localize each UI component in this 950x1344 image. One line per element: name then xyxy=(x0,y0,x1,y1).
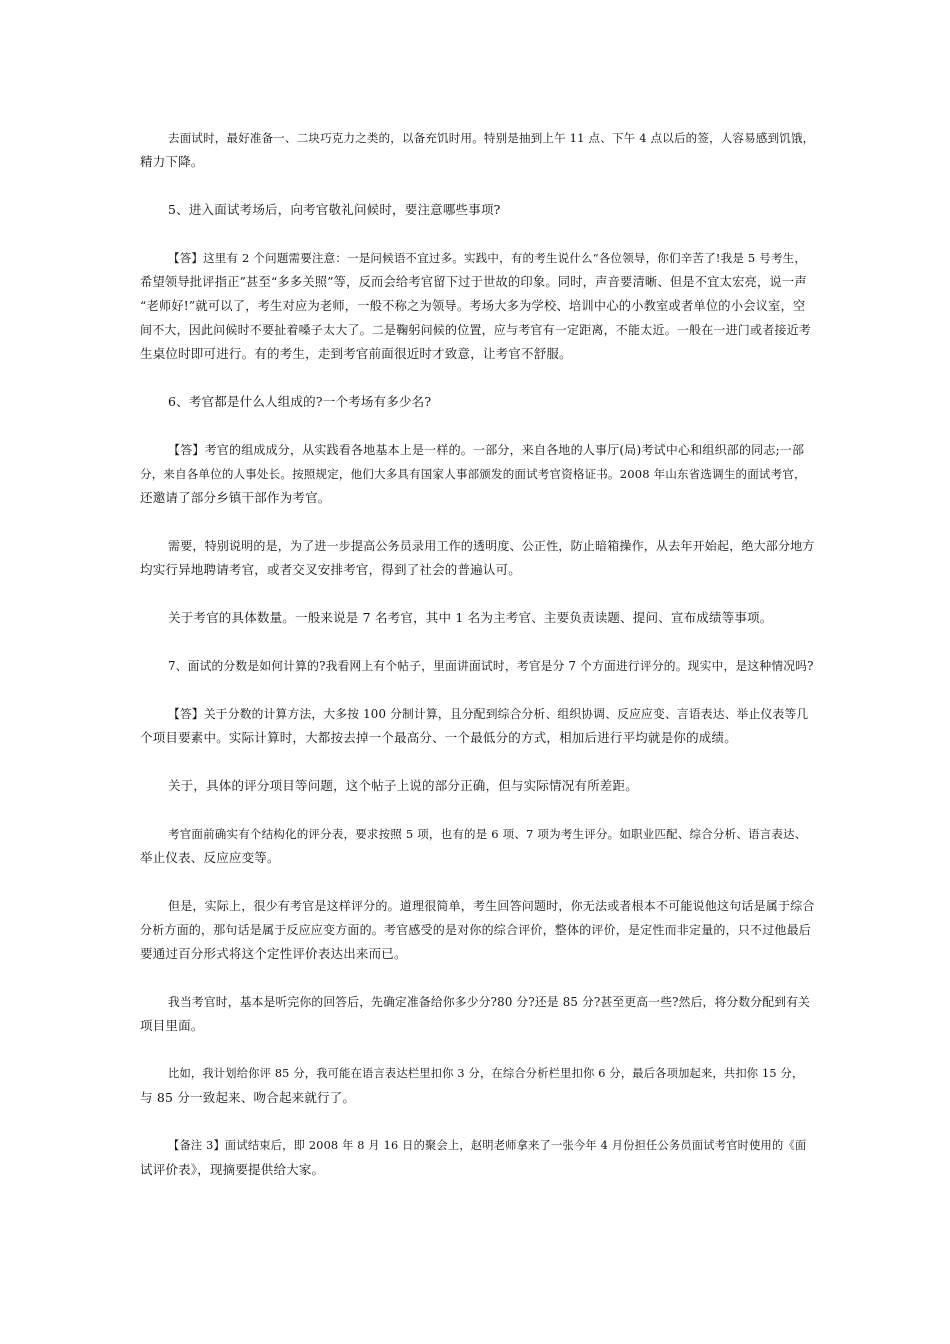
text-line: 关于考官的具体数量。一般来说是 7 名考官，其中 1 名为主考官、主要负责读题、提问、宣布成绩等事项。 xyxy=(168,610,773,625)
text-line: 【答】考官的组成成分，从实践看各地基本上是一样的。一部分，来自各地的人事厅(局)考试中心和组织部的同志;一部 xyxy=(168,443,805,457)
text-line: 我当考官时，基本是听完你的回答后，先确定准备给你多少分?80 分?还是 85 分?甚至更高一些?然后，将分数分配到有关 xyxy=(168,995,811,1009)
text-line: 个项目要素中。实际计算时，大都按去掉一个最高分、一个最低分的方式，相加后进行平均就是你的成绩。 xyxy=(140,730,737,745)
answer-7-paragraph-4 xyxy=(140,894,815,966)
paragraph-snack-tip xyxy=(140,126,815,174)
text-line: 生桌位时即可进行。有的考生，走到考官前面很近时才致意，让考官不舒服。 xyxy=(140,346,572,361)
text-line: 分，来自各单位的人事处长。按照规定，他们大多具有国家人事部颁发的面试考官资格证书。2008 年山东省选调生的面试考官， xyxy=(140,467,806,481)
answer-5 xyxy=(140,246,815,366)
text-line: 间不大，因此问候时不要扯着嗓子太大了。二是鞠躬问候的位置，应与考官有一定距离，不能太近。一般在一进门或者接近考 xyxy=(140,323,812,337)
answer-6-note xyxy=(140,534,815,582)
answer-6-count xyxy=(140,606,815,630)
text-line: 分析方面的，那句话是属于反应应变方面的。考官感受的是对你的综合评价，整体的评价，是定性而非定量的，只不过他最后 xyxy=(140,923,812,937)
question-7 xyxy=(140,654,815,678)
text-line: 【答】关于分数的计算方法，大多按 100 分制计算，且分配到综合分析、组织协调、反应应变、言语表达、举止仪表等几 xyxy=(168,707,809,721)
text-line: 考官面前确实有个结构化的评分表，要求按照 5 项，也有的是 6 项、7 项为考生评分。如职业匹配、综合分析、语言表达、 xyxy=(168,827,807,841)
question-6 xyxy=(140,390,815,414)
text-line: 7、面试的分数是如何计算的?我看网上有个帖子，里面讲面试时，考官是分 7 个方面进行评分的。现实中，是这种情况吗? xyxy=(168,659,814,673)
text-line: 项目里面。 xyxy=(140,1018,204,1033)
text-line: 【答】这里有 2 个问题需要注意：一是问候语不宜过多。实践中，有的考生说什么“各位领导，你们辛苦了!我是 5 号考生， xyxy=(168,251,807,265)
text-line: 要通过百分形式将这个定性评价表达出来而已。 xyxy=(140,946,407,961)
text-line: 精力下降。 xyxy=(140,154,204,169)
answer-6 xyxy=(140,438,815,510)
question-5 xyxy=(140,198,815,222)
remark-3 xyxy=(140,1134,815,1182)
text-line: 去面试时，最好准备一、二块巧克力之类的，以备充饥时用。特别是抽到上午 11 点、下午 4 点以后的签，人容易感到饥饿， xyxy=(168,131,815,145)
answer-7-paragraph-3 xyxy=(140,822,815,870)
text-line: 举止仪表、反应应变等。 xyxy=(140,850,280,865)
answer-7-paragraph-5 xyxy=(140,990,815,1038)
text-line: 【备注 3】面试结束后，即 2008 年 8 月 16 日的聚会上，赵明老师拿来了一张今年 4 月份担任公务员面试考官时使用的《面 xyxy=(168,1139,807,1152)
text-line: 6、考官都是什么人组成的?一个考场有多少名? xyxy=(168,394,432,409)
answer-7-paragraph-6 xyxy=(140,1062,815,1110)
answer-7-paragraph-2 xyxy=(140,774,815,798)
text-line: 比如，我计划给你评 85 分，我可能在语言表达栏里扣你 3 分，在综合分析栏里扣你 6 分，最后各项加起来，共扣你 15 分， xyxy=(168,1067,804,1080)
answer-7 xyxy=(140,702,815,750)
text-line: 还邀请了部分乡镇干部作为考官。 xyxy=(140,490,331,505)
text-line: 希望领导批评指正”甚至“多多关照”等，反而会给考官留下过于世故的印象。同时，声音要清晰、但是不宜太宏亮，说一声 xyxy=(140,275,807,289)
text-line: “老师好!”就可以了，考生对应为老师，一般不称之为领导。考场大多为学校、培训中心的小教室或者单位的小会议室，空 xyxy=(140,299,806,313)
text-line: 与 85 分一致起来、吻合起来就行了。 xyxy=(140,1090,356,1105)
text-line: 试评价表》，现摘要提供给大家。 xyxy=(140,1162,325,1177)
text-line: 关于，具体的评分项目等问题，这个帖子上说的部分正确，但与实际情况有所差距。 xyxy=(168,778,638,793)
text-line: 5、进入面试考场后，向考官敬礼问候时，要注意哪些事项? xyxy=(168,202,501,217)
text-line: 均实行异地聘请考官，或者交叉安排考官，得到了社会的普遍认可。 xyxy=(140,562,522,577)
text-line: 但是，实际上，很少有考官是这样评分的。道理很简单，考生回答问题时，你无法或者根本不可能说他这句话是属于综合 xyxy=(168,899,815,913)
text-line: 需要，特别说明的是，为了进一步提高公务员录用工作的透明度、公正性，防止暗箱操作，从去年开始起，绝大部分地方 xyxy=(168,539,815,553)
